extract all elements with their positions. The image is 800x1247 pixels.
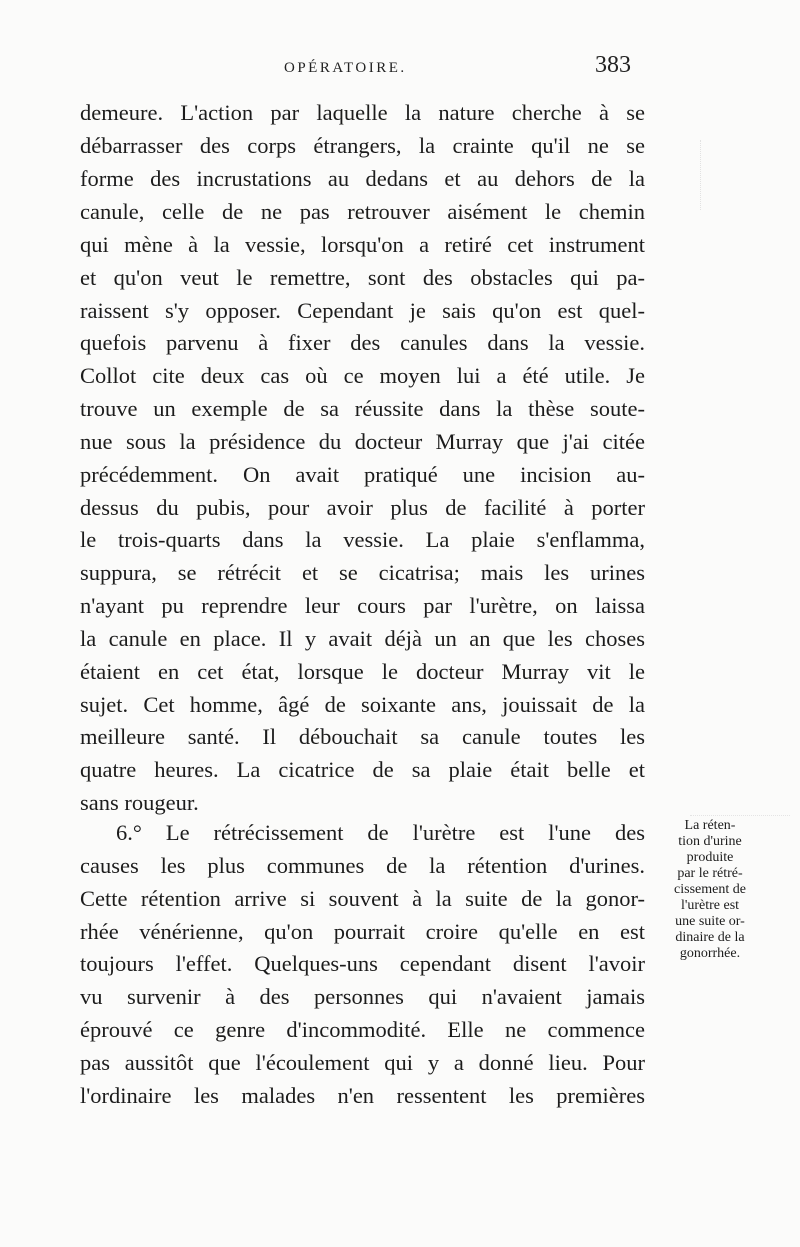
body-line: qui mène à la vessie, lorsqu'on a retiré cet instrument — [80, 232, 645, 257]
body-line: suppura, se rétrécit et se cicatrisa; mais les urines — [80, 560, 645, 585]
marginal-note-line: une suite or- — [675, 914, 745, 929]
body-line: étaient en cet état, lorsque le docteur Murray vit le — [80, 659, 645, 684]
body-line: demeure. L'action par laquelle la nature cherche à se — [80, 100, 645, 125]
marginal-note-line: dinaire de la — [675, 930, 745, 945]
body-line: toujours l'effet. Quelques-uns cependant disent l'avoir — [80, 951, 645, 976]
running-head: OPÉRATOIRE. — [284, 60, 407, 76]
marginal-note-line: cissement de — [674, 882, 746, 897]
body-line: la canule en place. Il y avait déjà un an que les choses — [80, 626, 645, 651]
body-line: éprouvé ce genre d'incommodité. Elle ne commence — [80, 1017, 645, 1042]
body-line: sujet. Cet homme, âgé de soixante ans, jouissait de la — [80, 692, 645, 717]
marginal-note-line: tion d'urine — [678, 834, 742, 849]
body-line: le trois-quarts dans la vessie. La plaie s'enflamma, — [80, 527, 645, 552]
marginal-note-line: par le rétré- — [677, 866, 743, 881]
body-line: quefois parvenu à fixer des canules dans la vessie. — [80, 330, 645, 355]
marginal-note-line: l'urètre est — [680, 898, 740, 913]
body-line: nue sous la présidence du docteur Murray que j'ai citée — [80, 429, 645, 454]
body-line: trouve un exemple de sa réussite dans la thèse soute- — [80, 396, 645, 421]
marginal-note-line: La réten- — [684, 818, 736, 833]
body-line: n'ayant pu reprendre leur cours par l'urètre, on laissa — [80, 593, 645, 618]
body-line: raissent s'y opposer. Cependant je sais qu'on est quel- — [80, 298, 645, 323]
marginal-note-line: produite — [686, 850, 734, 865]
bleed-through-mark — [690, 795, 790, 816]
marginal-note-line: gonorrhée. — [679, 946, 741, 961]
body-line: l'ordinaire les malades n'en ressentent les premières — [80, 1083, 645, 1108]
body-line: sans rougeur. — [80, 790, 199, 815]
body-line: dessus du pubis, pour avoir plus de facilité à porter — [80, 495, 645, 520]
body-line: débarrasser des corps étrangers, la crainte qu'il ne se — [80, 133, 645, 158]
page-number: 383 — [595, 52, 631, 78]
body-line: vu survenir à des personnes qui n'avaient jamais — [80, 984, 645, 1009]
body-line: meilleure santé. Il débouchait sa canule toutes les — [80, 724, 645, 749]
body-line: causes les plus communes de la rétention d'urines. — [80, 853, 645, 878]
body-line: canule, celle de ne pas retrouver aisément le chemin — [80, 199, 645, 224]
body-line: Cette rétention arrive si souvent à la suite de la gonor- — [80, 886, 645, 911]
marginal-note — [660, 818, 760, 962]
body-line: pas aussitôt que l'écoulement qui y a donné lieu. Pour — [80, 1050, 645, 1075]
body-line: forme des incrustations au dedans et au dehors de la — [80, 166, 645, 191]
body-line: précédemment. On avait pratiqué une incision au- — [80, 462, 645, 487]
bleed-through-mark — [700, 140, 791, 210]
body-line: et qu'on veut le remettre, sont des obstacles qui pa- — [80, 265, 645, 290]
body-line: quatre heures. La cicatrice de sa plaie était belle et — [80, 757, 645, 782]
body-line: rhée vénérienne, qu'on pourrait croire qu'elle en est — [80, 919, 645, 944]
body-line: 6.° Le rétrécissement de l'urètre est l'une des — [116, 820, 645, 845]
body-line: Collot cite deux cas où ce moyen lui a été utile. Je — [80, 363, 645, 388]
